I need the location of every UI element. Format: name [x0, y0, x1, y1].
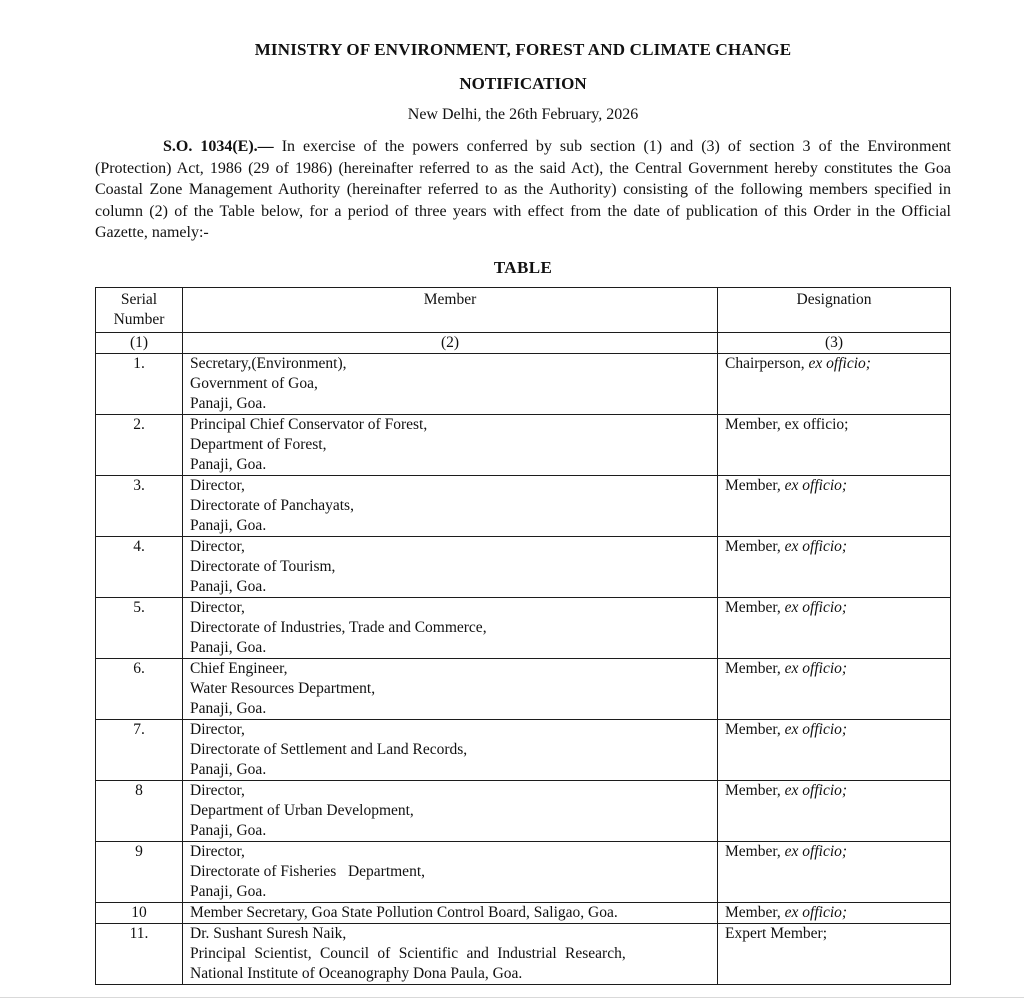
member-cell: [183, 475, 718, 536]
column-index-3: (3): [718, 332, 951, 353]
table-header-row: [96, 287, 951, 332]
table-row: [96, 841, 951, 902]
designation-cell: [718, 841, 951, 902]
notification-body-paragraph: [95, 136, 951, 244]
designation-text: Chairperson,: [725, 354, 809, 372]
member-cell: [183, 414, 718, 475]
table-body: [96, 353, 951, 984]
member-line: Directorate of Settlement and Land Records,: [190, 740, 468, 758]
serial-cell: 2.: [96, 414, 183, 475]
member-line: Panaji, Goa.: [190, 638, 267, 656]
body-text: In exercise of the powers conferred by sub section (1) and (3) of section 3 of the Environment (Protection) Act, 1986 (29 of 1986) (hereinafter referred to as the said Act), the Central Government hereby constitutes the Goa Coastal Zone Management Authority (hereinafter referred to as the Authority) consisting of the following members specified in column (2) of the Table below, for a period of three years with effect from the date of publication of this Order in the Official Gazette, namely:-: [95, 138, 951, 241]
designation-text: Member,: [725, 476, 785, 494]
designation-ex-officio: ex officio;: [784, 598, 848, 616]
member-cell: [183, 658, 718, 719]
header-designation: Designation: [718, 287, 951, 332]
designation-cell: [718, 780, 951, 841]
member-line: Panaji, Goa.: [190, 577, 267, 595]
column-index-1: (1): [96, 332, 183, 353]
designation-ex-officio: ex officio;: [784, 720, 848, 738]
member-line: Directorate of Industries, Trade and Commerce,: [190, 618, 487, 636]
member-line: Department of Forest,: [190, 435, 327, 453]
page-bottom-edge: [0, 997, 1024, 998]
ministry-title: MINISTRY OF ENVIRONMENT, FOREST AND CLIMATE CHANGE: [254, 40, 792, 59]
designation-text: Member, ex officio;: [725, 415, 849, 433]
dateline: New Delhi, the 26th February, 2026: [407, 106, 639, 123]
serial-cell: 11.: [96, 923, 183, 984]
member-line: Director,: [190, 537, 245, 555]
table-row: [96, 597, 951, 658]
member-cell: [183, 719, 718, 780]
designation-cell: [718, 658, 951, 719]
member-line: Dr. Sushant Suresh Naik,: [190, 924, 347, 942]
member-line: Director,: [190, 842, 245, 860]
serial-cell: 8: [96, 780, 183, 841]
designation-cell: [718, 902, 951, 923]
designation-ex-officio: ex officio;: [784, 537, 848, 555]
gazette-document: [95, 0, 951, 985]
table-row: [96, 780, 951, 841]
designation-cell: [718, 475, 951, 536]
serial-cell: 3.: [96, 475, 183, 536]
serial-cell: 10: [96, 902, 183, 923]
member-line: Department of Urban Development,: [190, 801, 414, 819]
serial-cell: 6.: [96, 658, 183, 719]
member-line: Government of Goa,: [190, 374, 318, 392]
member-cell: [183, 902, 718, 923]
member-cell: [183, 841, 718, 902]
member-line: Panaji, Goa.: [190, 882, 267, 900]
serial-cell: 5.: [96, 597, 183, 658]
designation-cell: [718, 414, 951, 475]
member-cell: [183, 780, 718, 841]
designation-ex-officio: ex officio;: [784, 903, 848, 921]
member-line: Directorate of Fisheries Department,: [190, 862, 425, 880]
designation-text: Member,: [725, 842, 785, 860]
table-row: [96, 353, 951, 414]
member-cell: [183, 353, 718, 414]
designation-ex-officio: ex officio;: [808, 354, 871, 372]
member-line: Panaji, Goa.: [190, 699, 267, 717]
designation-text: Member,: [725, 903, 785, 921]
designation-ex-officio: ex officio;: [784, 842, 848, 860]
table-caption: TABLE: [493, 257, 553, 277]
designation-cell: [718, 923, 951, 984]
table-row: [96, 902, 951, 923]
member-cell: [183, 536, 718, 597]
table-row: [96, 923, 951, 984]
member-line: Panaji, Goa.: [190, 821, 267, 839]
so-number: S.O. 1034(E).—: [163, 138, 274, 155]
members-table: [95, 287, 951, 985]
designation-ex-officio: ex officio;: [784, 781, 848, 799]
designation-text: Expert Member;: [725, 924, 828, 942]
designation-ex-officio: ex officio;: [784, 659, 848, 677]
member-line: Director,: [190, 476, 245, 494]
serial-cell: 4.: [96, 536, 183, 597]
serial-cell: 9: [96, 841, 183, 902]
table-row: [96, 414, 951, 475]
member-line: Member Secretary, Goa State Pollution Control Board, Saligao, Goa.: [190, 903, 618, 921]
serial-cell: 1.: [96, 353, 183, 414]
member-line: Principal Scientist, Council of Scientific and Industrial Research,: [190, 944, 626, 962]
designation-text: Member,: [725, 659, 785, 677]
member-line: Director,: [190, 720, 245, 738]
column-index-row: [96, 332, 951, 353]
designation-text: Member,: [725, 598, 785, 616]
member-line: Directorate of Tourism,: [190, 557, 336, 575]
table-row: [96, 658, 951, 719]
member-line: Panaji, Goa.: [190, 760, 267, 778]
designation-cell: [718, 719, 951, 780]
member-line: National Institute of Oceanography Dona Paula, Goa.: [190, 964, 523, 982]
table-row: [96, 475, 951, 536]
table-row: [96, 536, 951, 597]
designation-ex-officio: ex officio;: [784, 476, 848, 494]
member-line: Panaji, Goa.: [190, 394, 267, 412]
member-line: Director,: [190, 598, 245, 616]
header-member: Member: [183, 287, 718, 332]
table-row: [96, 719, 951, 780]
member-line: Panaji, Goa.: [190, 516, 267, 534]
designation-cell: [718, 536, 951, 597]
notification-heading: NOTIFICATION: [459, 74, 587, 93]
serial-cell: 7.: [96, 719, 183, 780]
designation-cell: [718, 597, 951, 658]
designation-text: Member,: [725, 537, 785, 555]
member-cell: [183, 597, 718, 658]
member-line: Panaji, Goa.: [190, 455, 267, 473]
header-serial-number: Serial Number: [96, 287, 183, 332]
designation-text: Member,: [725, 720, 785, 738]
member-line: Directorate of Panchayats,: [190, 496, 354, 514]
member-line: Water Resources Department,: [190, 679, 376, 697]
member-line: Principal Chief Conservator of Forest,: [190, 415, 428, 433]
member-line: Director,: [190, 781, 245, 799]
member-line: Secretary,(Environment),: [190, 354, 347, 372]
member-cell: [183, 923, 718, 984]
member-line: Chief Engineer,: [190, 659, 288, 677]
designation-text: Member,: [725, 781, 785, 799]
designation-cell: [718, 353, 951, 414]
column-index-2: (2): [183, 332, 718, 353]
